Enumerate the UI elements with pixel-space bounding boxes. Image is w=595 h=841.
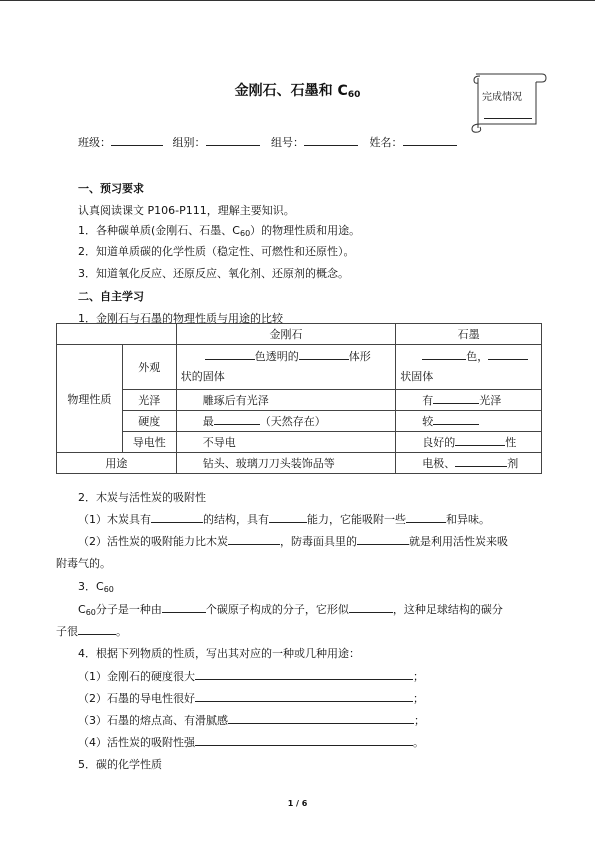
table-header-row [57,324,542,345]
q3-title: 3．$C_{60}$ [78,580,114,594]
section1-item3: 3．知道氧化反应、还原反应、氧化剂、还原剂的概念。 [78,267,349,280]
conductivity-graphite-cell: 良好的 性 [396,432,542,453]
luster-graphite-cell: 有 光泽 [396,390,542,411]
completion-blank[interactable] [484,118,532,119]
hardness-label: 硬度 [122,411,176,432]
use-diamond: 钻头、玻璃刀刀头装饰品等 [176,453,396,474]
hardness-diamond-cell: 最 （天然存在） [176,411,396,432]
comparison-table [56,323,542,474]
group-field[interactable] [206,134,260,146]
luster-diamond: 雕琢后有光泽 [176,390,396,411]
table-row-luster [57,390,542,411]
section1-intro: 认真阅读课文 P106-P111，理解主要知识。 [78,204,295,217]
luster-label: 光泽 [122,390,176,411]
section1-item1: 1．各种碳单质(金刚石、石墨、$C_{60}$）的物理性质和用途。 [78,224,361,238]
q2-part1: （1）木炭具有 的结构，具有 能力，它能吸附一些 和异味。 [78,513,490,526]
q2-title: 2．木炭与活性炭的吸附性 [78,491,206,504]
top-border [0,0,595,1]
section2-heading: 二、自主学习 [78,290,144,303]
q2-part2: （2）活性炭的吸附能力比木炭 ，防毒面具里的 就是利用活性炭来吸 [78,535,508,548]
q2-part2-cont: 附毒气的。 [56,557,111,570]
table-row-use [57,453,542,474]
page-title: 金刚石、石墨和 $C_{60}$ [234,83,361,100]
appearance-label: 外观 [122,345,176,390]
header-diamond: 金刚石 [176,324,396,345]
completion-label: 完成情况 [482,92,522,103]
info-row: 班级： 组别： 组号： 姓名： [78,134,457,150]
header-empty-cell [57,324,177,345]
q4-item2: （2）石墨的导电性很好 ； [78,692,424,705]
q4-item1: （1）金刚石的硬度很大 ； [78,670,424,683]
table-caption: 1．金刚石与石墨的物理性质与用途的比较 [78,312,283,325]
q4-item3: （3）石墨的熔点高、有滑腻感 ； [78,714,425,727]
section1-heading: 一、预习要求 [78,182,144,195]
class-field[interactable] [111,134,163,146]
header-graphite: 石墨 [396,324,542,345]
conductivity-diamond: 不导电 [176,432,396,453]
physical-properties-cell: 物理性质 [57,345,123,453]
use-graphite-cell: 电极、 剂 [396,453,542,474]
q3-body: $C_{60}$分子是一种由 个碳原子构成的分子，它形似 ，这种足球结构的碳分 [78,603,503,617]
page-number: 1 / 6 [287,799,308,808]
hardness-graphite-cell: 较 [396,411,542,432]
q4-title: 4．根据下列物质的性质，写出其对应的一种或几种用途： [78,647,360,660]
appearance-graphite-cell: 色， 状固体 [396,345,542,390]
use-label: 用途 [57,453,177,474]
q4-item4: （4）活性炭的吸附性强 。 [78,736,424,749]
section1-item2: 2．知道单质碳的化学性质（稳定性、可燃性和还原性）。 [78,245,355,258]
appearance-diamond-cell: 色透明的 体形 状的固体 [176,345,396,390]
q3-body-cont: 子很 。 [56,625,127,638]
table-row-hardness [57,411,542,432]
table-row-conductivity [57,432,542,453]
table-row-appearance [57,345,542,390]
q5-title: 5．碳的化学性质 [78,758,162,771]
number-field[interactable] [304,134,358,146]
conductivity-label: 导电性 [122,432,176,453]
name-field[interactable] [403,134,457,146]
